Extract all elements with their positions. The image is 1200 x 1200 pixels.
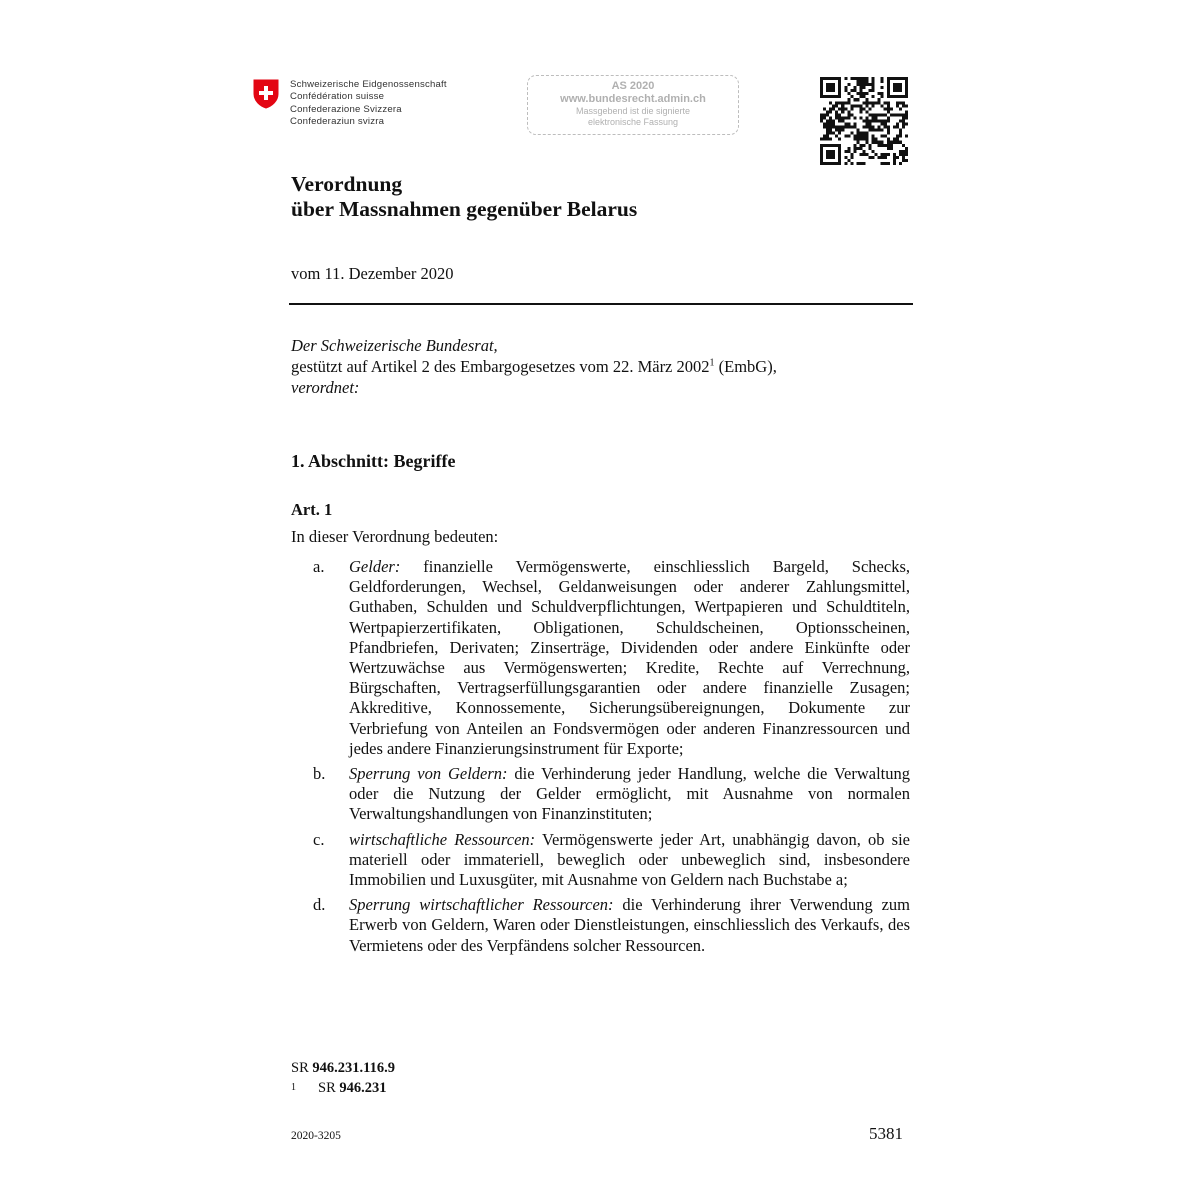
document-code: 2020-3205 <box>291 1130 341 1142</box>
document-date: vom 11. Dezember 2020 <box>291 264 454 283</box>
confederation-line-rm: Confederaziun svizra <box>290 116 385 128</box>
item-text: die Verhinderung ihrer Verwendung zum Erwerb von Geldern, Waren oder Dienstleistungen, einschliesslich des Verkaufs, des Vermietens oder des Verpfändens solcher Ressourcen. <box>349 895 911 955</box>
definition-item <box>291 557 910 759</box>
article-intro: In dieser Verordnung bedeuten: <box>291 527 499 546</box>
definition-item <box>291 764 910 825</box>
confederation-line-fr: Confédération suisse <box>290 91 385 103</box>
item-marker: c. <box>313 829 325 849</box>
item-text: Vermögenswerte jeder Art, unabhängig davon, ob sie materiell oder immateriell, beweglich oder unbeweglich sind, insbesondere Immobilien und Luxusgüter, mit Ausnahme von Geldern nach Buchstabe a; <box>349 829 910 890</box>
item-marker: d. <box>313 895 326 915</box>
item-term: Sperrung wirtschaftlicher Ressourcen: <box>349 895 614 915</box>
confederation-line-it: Confederazione Svizzera <box>290 103 402 115</box>
as-stamp <box>527 75 739 135</box>
preamble-authority: Der Schweizerische Bundesrat, <box>291 336 498 355</box>
section-heading: 1. Abschnitt: Begriffe <box>291 451 456 471</box>
item-text: die Verhinderung jeder Handlung, welche die Verwaltung oder die Nutzung der Gelder ermöglicht, mit Ausnahme von normalen Verwaltungshandlungen von Finanzinstituten; <box>349 764 910 824</box>
sr-reference: SR 946.231.116.9 <box>291 1060 395 1076</box>
item-term: Sperrung von Geldern: <box>349 764 508 784</box>
item-text: finanzielle Vermögenswerte, einschliesslich Bargeld, Schecks, Geldforderungen, Wechsel, Geldanweisungen oder anderer Zahlungsmittel, Guthaben, Schulden und Schuldverpflichtungen, Wertpapieren und Schuldtiteln, Wertpapierzertifikaten, Obligationen, Schuldscheinen, Optionsscheinen, Pfandbriefen, Derivaten; Zinserträge, Dividenden oder andere Einkünfte oder Wertzuwächse aus Vermögenswerten; Kredite, Rechte auf Verrechnung, Bürgschaften, Vertragserfüllungsgarantien oder andere finanzielle Zusagen; Akkreditive, Konnossemente, Sicherungsübereignungen, Dokumente zur Verbriefung von Anteilen an Fondsvermögen oder anderen Finanzressourcen und jedes andere Finanzierungsinstrument für Exporte; <box>349 557 910 758</box>
page-number: 5381 <box>869 1124 903 1143</box>
preamble-decree: verordnet: <box>291 378 360 397</box>
item-term: wirtschaftliche Ressourcen: <box>349 829 536 849</box>
stamp-note-1: Massgebend ist die signierte <box>575 106 691 116</box>
preamble-basis: gestützt auf Artikel 2 des Embargogesetzes vom 22. März 2002$^1$ (EmbG), <box>291 357 777 376</box>
document-title <box>291 172 637 222</box>
footnotes <box>291 1058 395 1098</box>
qr-code-icon <box>820 77 908 165</box>
preamble <box>291 335 777 398</box>
swiss-crest-icon <box>253 79 279 109</box>
title-line-2: über Massnahmen gegenüber Belarus <box>291 197 638 221</box>
stamp-url: www.bundesrecht.admin.ch <box>560 93 706 105</box>
definition-item <box>291 830 910 891</box>
stamp-note-2: elektronische Fassung <box>587 117 679 127</box>
confederation-names <box>290 79 447 129</box>
item-term: Gelder: <box>349 557 401 576</box>
definition-list <box>291 557 910 961</box>
footnote-1: $^1$ SR 946.231 <box>291 1080 387 1096</box>
title-line-1: Verordnung <box>291 172 403 196</box>
item-marker: b. <box>313 764 326 784</box>
article-heading: Art. 1 <box>291 500 333 519</box>
confederation-line-de: Schweizerische Eidgenossenschaft <box>290 79 447 90</box>
item-marker: a. <box>313 557 325 576</box>
definition-item <box>291 895 910 956</box>
footnote-ref-1[interactable]: 1 <box>709 357 715 369</box>
stamp-as-number: AS 2020 <box>611 80 655 92</box>
title-divider <box>289 303 913 305</box>
